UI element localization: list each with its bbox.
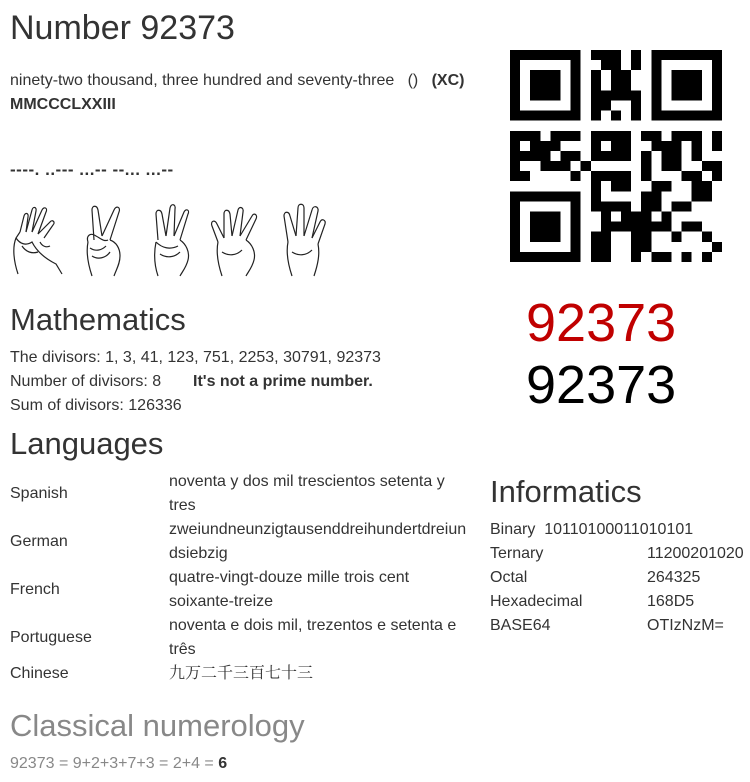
language-value-line: dsiebzig xyxy=(169,545,228,562)
language-value xyxy=(169,518,466,566)
informatics-row-binary xyxy=(490,518,693,542)
language-value xyxy=(169,614,466,662)
prime-status: It's not a prime number. xyxy=(193,373,373,390)
sign-language-2-icon xyxy=(80,202,130,280)
divisor-count-label: Number of divisors: xyxy=(10,373,153,390)
language-value xyxy=(169,470,466,518)
table-row xyxy=(10,662,466,686)
language-value-line: noventa e dois mil, trezentos e setenta e xyxy=(169,617,457,634)
informatics-value: 10110100011010101 xyxy=(544,521,694,538)
number-display-black: 92373 xyxy=(526,355,677,415)
page-title: Number 92373 xyxy=(10,9,235,47)
language-value xyxy=(169,566,466,614)
table-row xyxy=(10,566,466,614)
sign-language-7-icon xyxy=(208,202,268,280)
table-row xyxy=(10,614,466,662)
language-value-line: soixante-treize xyxy=(169,593,274,610)
language-value-line: três xyxy=(169,641,196,658)
qr-code-icon xyxy=(510,50,722,267)
language-name: Spanish xyxy=(10,485,68,502)
informatics-value: 264325 xyxy=(647,569,701,586)
divisors-value: 1, 3, 41, 123, 751, 2253, 30791, 92373 xyxy=(105,349,381,366)
numerology-line xyxy=(10,752,227,776)
number-name-line xyxy=(10,69,464,93)
divisors-label: The divisors: xyxy=(10,349,106,366)
sign-language-3-icon xyxy=(148,202,198,280)
divisor-count-line xyxy=(10,370,161,394)
informatics-label: Binary xyxy=(490,521,536,538)
language-name: Portuguese xyxy=(10,629,92,646)
numerology-result: 6 xyxy=(218,755,228,772)
morse-code: ----. ..--- ...-- --... ...-- xyxy=(10,160,174,179)
table-row xyxy=(10,518,466,566)
languages-heading: Languages xyxy=(10,426,164,461)
informatics-value: 11200201020 xyxy=(647,545,744,562)
language-value-line: noventa y dos mil trescientos setenta y xyxy=(169,473,445,490)
roman-numeral: MMCCCLXXIII xyxy=(10,96,116,113)
language-value-line: zweiundneunzigtausenddreihundertdreiun xyxy=(169,521,467,538)
informatics-heading: Informatics xyxy=(490,474,642,509)
informatics-label: Octal xyxy=(490,569,528,586)
informatics-label: Hexadecimal xyxy=(490,593,583,610)
table-row xyxy=(10,470,466,518)
language-value-line: tres xyxy=(169,497,196,514)
language-value-line: quatre-vingt-douze mille trois cent xyxy=(169,569,410,586)
number-paren: () xyxy=(407,72,419,89)
language-name: Chinese xyxy=(10,665,69,682)
number-display-red: 92373 xyxy=(526,293,677,353)
informatics-label: BASE64 xyxy=(490,617,551,634)
divisor-sum-label: Sum of divisors: xyxy=(10,397,129,414)
language-name: French xyxy=(10,581,60,598)
numerology-expression: 92373 = 9+2+3+7+3 = 2+4 = xyxy=(10,755,219,772)
language-name: German xyxy=(10,533,68,550)
divisor-sum-line xyxy=(10,394,182,418)
numerology-heading: Classical numerology xyxy=(10,708,305,743)
informatics-value: OTIzNzM= xyxy=(647,617,724,634)
number-words: ninety-two thousand, three hundred and seventy-three xyxy=(10,72,395,89)
mathematics-heading: Mathematics xyxy=(10,302,186,337)
sign-language-3-icon-2 xyxy=(280,202,330,280)
sign-language-9-icon xyxy=(10,202,70,280)
languages-table xyxy=(10,470,466,686)
divisor-sum-value: 126336 xyxy=(128,397,182,414)
informatics-label: Ternary xyxy=(490,545,544,562)
roman-short: (XC) xyxy=(431,72,465,89)
divisor-count-value: 8 xyxy=(152,373,162,390)
language-value: 九万二千三百七十三 xyxy=(169,665,314,682)
divisors-line xyxy=(10,346,381,370)
informatics-value: 168D5 xyxy=(647,593,695,610)
